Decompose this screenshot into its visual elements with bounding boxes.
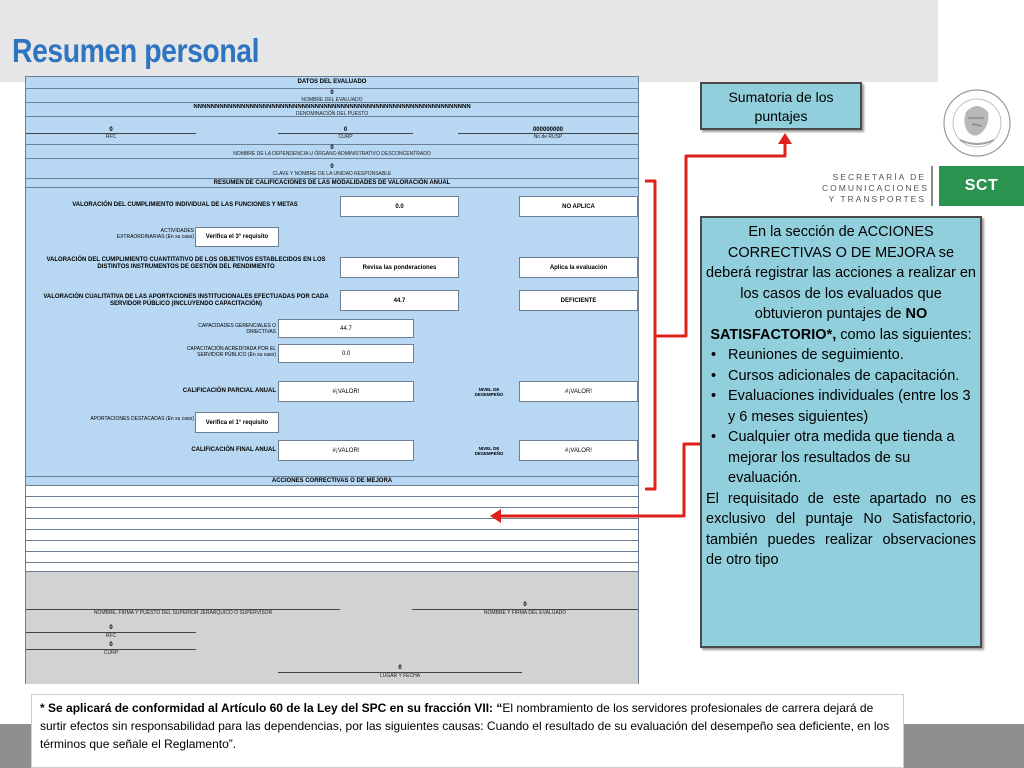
final-nivel-label: NIVEL DE DESEMPEÑO [474,446,504,456]
list-item: • Evaluaciones individuales (entre los 3 y 6 meses siguientes) [706,386,976,427]
lugar-label: LUGAR Y FECHA [379,673,421,679]
vcc-label: VALORACIÓN DEL CUMPLIMIENTO CUANTITATIVO DE LOS OBJETIVOS ESTABLECIDOS EN LOS DISTINTOS INSTRUMENTOS DE GESTIÓN DEL RENDIMIENTO [46,257,326,270]
cap-gerenciales-label: CAPACIDADES GERENCIALES O DIRECTIVAS [198,323,276,335]
vcc-value: Revisa las ponderaciones [340,257,459,278]
acciones-arrow-line [499,444,700,516]
clave-label: CLAVE Y NOMBRE DE LA UNIDAD RESPONSABLE [272,171,392,177]
resumen-header: RESUMEN DE CALIFICACIONES DE LAS MODALIDADES DE VALORACIÓN ANUAL [26,179,638,188]
sct-logo: SCT [939,166,1024,206]
acciones-intro-text: como las siguientes: [836,326,972,343]
list-item: • Cursos adicionales de capacitación. [706,366,976,387]
sumatoria-callout: Sumatoria de los puntajes [700,82,862,130]
slide-title: Resumen personal [12,32,260,69]
vcc-result: Aplica la evaluación [519,257,638,278]
acciones-header: ACCIONES CORRECTIVAS O DE MEJORA [26,477,638,486]
sig-rfc-label: RFC [105,633,117,639]
form-header: DATOS DEL EVALUADO [26,77,638,89]
acciones-callout [700,216,982,648]
acciones-outro: El requisitado de este apartado no es exclusivo del puntaje No Satisfactorio, también puedes realizar observaciones de otro tipo [706,490,976,568]
vci-result: NO APLICA [519,196,638,217]
clave-value: 0 [330,164,334,170]
agency-line: SECRETARÍA DE [832,172,926,182]
puesto-value: NNNNNNNNNNNNNNNNNNNNNNNNNNNNNNNNNNNNNNNNNNNNNNNNNNNNNNNNNNNNNNNN [193,104,471,110]
cap-acreditada-value: 0.0 [278,344,414,363]
sig-rfc-value: 0 [109,625,113,631]
footnote-text: El nombramiento de los servidores profesionales de carrera dejará de surtir efectos sin responsabilidad para las dependencias, por las siguientes causas: Cuando el resultado de su evaluación del desempeño sea deficiente, en los términos que señale el Reglamento”. [40,701,890,751]
list-item: • Cualquier otra medida que tienda a mejorar los resultados de su evaluación. [706,427,976,489]
nombre-label: NOMBRE DEL EVALUADO [301,97,363,103]
nombre-value: 0 [330,90,334,96]
parcial-nivel-label: NIVEL DE DESEMPEÑO [474,387,504,397]
puesto-label: DENOMINACIÓN DEL PUESTO [295,111,369,117]
vcual-value: 44.7 [340,290,459,311]
sig-evaluado-value: 0 [523,602,527,608]
rusp-value: 000000000 [532,127,564,133]
final-nivel-value: #¡VALOR! [519,440,638,461]
vci-label: VALORACIÓN DEL CUMPLIMIENTO INDIVIDUAL DE LAS FUNCIONES Y METAS [72,202,298,208]
act-extra-label: ACTIVIDADES EXTRAORDINARIAS (En su caso) [116,228,194,240]
rusp-label: No de RUSP [533,134,563,140]
sumatoria-arrowhead-icon [778,133,792,144]
rfc-label: RFC [105,134,117,140]
resumen-bracket [645,181,655,489]
final-value: #¡VALOR! [278,440,414,461]
aport-value: Verifica el 1° requisito [195,412,279,433]
sig-evaluado-label: NOMBRE Y FIRMA DEL EVALUADO [483,610,567,616]
sig-superior-label: NOMBRE, FIRMA Y PUESTO DEL SUPERIOR JERÁRQUICO O SUPERVISOR [93,610,273,616]
dependencia-value: 0 [330,145,334,151]
footnote-bold: * Se aplicará de conformidad al Artículo 60 de la Ley del SPC en su fracción VII: “ [40,701,503,715]
vcual-result: DEFICIENTE [519,290,638,311]
parcial-value: #¡VALOR! [278,381,414,402]
sig-curp-label: CURP [103,650,119,656]
vci-value: 0.0 [340,196,459,217]
dependencia-label: NOMBRE DE LA DEPENDENCIA U ÓRGANO ADMINISTRATIVO DESCONCENTRADO [233,151,431,157]
final-label: CALIFICACIÓN FINAL ANUAL [191,447,276,453]
act-extra-value: Verifica el 3° requisito [195,227,279,247]
acciones-intro-text: En la sección de ACCIONES CORRECTIVAS O DE MEJORA se deberá registrar las acciones a realizar en los casos de los evaluados que obtuvieron puntajes de [706,224,976,322]
agency-line: Y TRANSPORTES [828,194,926,204]
lugar-value: 0 [398,665,402,671]
acciones-arrowhead-icon [490,509,501,523]
acciones-intro [706,222,976,345]
acciones-list [706,345,976,489]
footnote [31,694,904,768]
cap-acreditada-label: CAPACITACIÓN ACREDITADA POR EL SERVIDOR PÚBLICO (En su caso) [186,346,276,358]
cap-gerenciales-value: 44.7 [278,319,414,338]
acciones-intro-bold: NO SATISFACTORIO*, [710,306,928,343]
vcual-label: VALORACIÓN CUALITATIVA DE LAS APORTACIONES INSTITUCIONALES EFECTUADAS POR CADA SERVIDOR PÚBLICO (INCLUYENDO CAPACITACIÓN) [43,294,329,307]
parcial-nivel-value: #¡VALOR! [519,381,638,402]
parcial-label: CALIFICACIÓN PARCIAL ANUAL [182,388,276,394]
aport-label: APORTACIONES DESTACADAS (En su caso) [90,416,194,422]
curp-label: CURP [338,134,353,140]
rfc-value: 0 [109,127,113,133]
list-item: • Reuniones de seguimiento. [706,345,976,366]
sig-curp-value: 0 [109,642,113,648]
agency-line: COMUNICACIONES [822,183,929,193]
curp-value: 0 [343,127,348,133]
